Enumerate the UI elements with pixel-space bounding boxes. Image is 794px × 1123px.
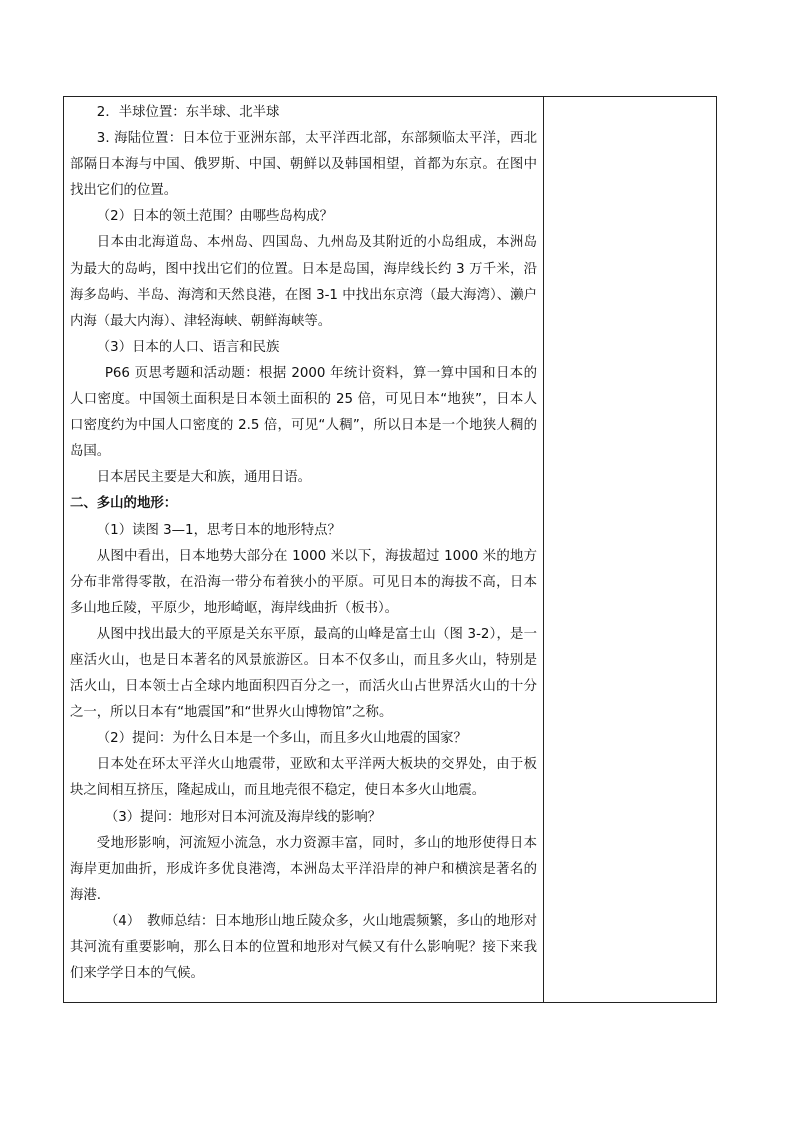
paragraph-hemisphere: 2．半球位置：东半球、北半球 xyxy=(96,105,280,120)
paragraph-terrain-features: 从图中看出，日本地势大部分在 1000 米以下，海拔超过 1000 米的地方分布非常得零散，在沿海一带分布着狭小的平原。可见日本的海拔不高，日本多山地丘陵，平原少，地形崎岖，海岸线曲折（板书）。 xyxy=(70,548,537,616)
paragraph-ethnic: 日本居民主要是大和族，通用日语。 xyxy=(96,470,312,486)
paragraph-summary: （4） 教师总结：日本地形山地丘陵众多，火山地震频繁，多山的地形对其河流有重要影响，那么日本的位置和地形对气候又有什么影响呢？接下来我们来学学日本的气候。 xyxy=(70,913,537,982)
paragraph-sea-land: 3. 海陆位置：日本位于亚洲东部，太平洋西北部，东部频临太平洋，西北部隔日本海与中国、俄罗斯、中国、朝鲜以及韩国相望，首都为东京。在图中找出它们的位置。 xyxy=(70,131,537,199)
paragraph-q-read-map: （1）读图 3—1，思考日本的地形特点？ xyxy=(96,522,341,538)
paragraph-density: P66 页思考题和活动题：根据 2000 年统计资料，算一算中国和日本的人口密度。中国领土面积是日本领土面积的 25 倍，可见日本“地狭”，日本人口密度约为中国人口密度的 2.5 倍，可见“人稠”，所以日本是一个地狭人稠的岛国。 xyxy=(70,365,537,460)
paragraph-islands: 日本由北海道岛、本州岛、四国岛、九州岛及其附近的小岛组成，本洲岛为最大的岛屿，图中找出它们的位置。日本是岛国，海岸线长约 3 万千米，沿海多岛屿、半岛、海湾和天然良港，在图 3-1 中找出东京湾（最大海湾）、濑户内海（最大内海）、津轻海峡、朝鲜海峡等。 xyxy=(70,235,537,329)
paragraph-plates: 日本处在环太平洋火山地震带，亚欧和太平洋两大板块的交界处，由于板块之间相互挤压，隆起成山，而且地壳很不稳定，使日本多火山地震。 xyxy=(70,757,537,799)
lesson-content-cell xyxy=(64,97,543,1002)
paragraph-q-rivers: （3）提问：地形对日本河流及海岸线的影响？ xyxy=(104,809,382,825)
lesson-table xyxy=(63,96,717,1003)
paragraph-heading-terrain: 二、多山的地形： xyxy=(70,496,178,512)
paragraph-rivers: 受地形影响，河流短小流急，水力资源丰富，同时，多山的地形使得日本海岸更加曲折，形成许多优良港湾，本洲岛太平洋沿岸的神户和横滨是著名的海港. xyxy=(70,835,537,903)
notes-cell xyxy=(544,97,716,1002)
paragraph-q-population: （3）日本的人口、语言和民族 xyxy=(96,339,280,355)
paragraph-q-territory: （2）日本的领土范围？由哪些岛构成？ xyxy=(96,209,333,225)
paragraph-q-why: （2）提问：为什么日本是一个多山，而且多火山地震的国家？ xyxy=(96,731,467,747)
paragraph-volcano: 从图中找出最大的平原是关东平原，最高的山峰是富士山（图 3-2），是一座活火山，也是日本著名的风景旅游区。日本不仅多山，而且多火山，特别是活火山，日本领士占全球内地面积四百分之一，而活火山占世界活火山的十分之一，所以日本有“地震国”和“世界火山博物馆”之称。 xyxy=(70,626,537,721)
